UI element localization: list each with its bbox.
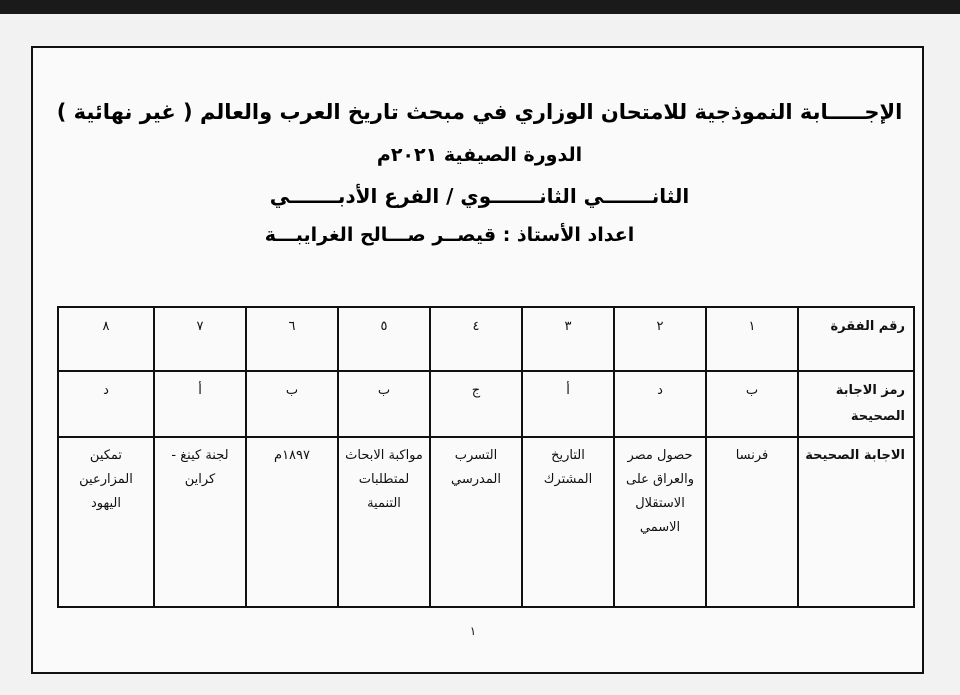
row-label-answer-symbol: رمز الاجابة الصحيحة bbox=[798, 371, 914, 437]
table-row bbox=[58, 307, 914, 371]
correct-answer-cell: التاريخ المشترك bbox=[522, 437, 614, 607]
answer-symbol-cell: أ bbox=[522, 371, 614, 437]
page-number: ١ bbox=[469, 624, 477, 638]
correct-answer-cell: ١٨٩٧م bbox=[246, 437, 338, 607]
document-page bbox=[0, 14, 960, 695]
item-number-cell: ٨ bbox=[58, 307, 154, 371]
answer-symbol-cell: د bbox=[58, 371, 154, 437]
document-title: الإجـــــابة النموذجية للامتحان الوزاري في مبحث تاريخ العرب والعالم ( غير نهائية ) bbox=[56, 100, 903, 124]
page-border-frame bbox=[31, 46, 924, 674]
item-number-cell: ٣ bbox=[522, 307, 614, 371]
answer-symbol-cell: ب bbox=[246, 371, 338, 437]
correct-answer-cell: التسرب المدرسي bbox=[430, 437, 522, 607]
item-number-cell: ٢ bbox=[614, 307, 706, 371]
item-number-cell: ٧ bbox=[154, 307, 246, 371]
correct-answer-cell: لجنة كينغ - كراين bbox=[154, 437, 246, 607]
answer-symbol-cell: د bbox=[614, 371, 706, 437]
author-line: اعداد الأستاذ : قيصــر صـــالح الغرايبـــة bbox=[264, 224, 635, 246]
correct-answer-cell: حصول مصر والعراق على الاستقلال الاسمي bbox=[614, 437, 706, 607]
row-label-item-number: رقم الفقرة bbox=[798, 307, 914, 371]
correct-answer-cell: مواكبة الابحاث لمتطلبات التنمية bbox=[338, 437, 430, 607]
correct-answer-cell: فرنسا bbox=[706, 437, 798, 607]
answer-symbol-cell: ب bbox=[338, 371, 430, 437]
item-number-cell: ١ bbox=[706, 307, 798, 371]
exam-session: الدورة الصيفية ٢٠٢١م bbox=[376, 144, 583, 166]
correct-answer-cell: تمكين المزارعين اليهود bbox=[58, 437, 154, 607]
item-number-cell: ٦ bbox=[246, 307, 338, 371]
grade-stream: الثانـــــــي الثانـــــــوي / الفرع الأدبـــــــي bbox=[269, 184, 690, 208]
answer-symbol-cell: ب bbox=[706, 371, 798, 437]
answer-symbol-cell: ج bbox=[430, 371, 522, 437]
answers-table bbox=[57, 306, 915, 608]
table-row bbox=[58, 437, 914, 607]
row-label-correct-answer: الاجابة الصحيحة bbox=[798, 437, 914, 607]
table-row bbox=[58, 371, 914, 437]
item-number-cell: ٥ bbox=[338, 307, 430, 371]
answer-symbol-cell: أ bbox=[154, 371, 246, 437]
item-number-cell: ٤ bbox=[430, 307, 522, 371]
